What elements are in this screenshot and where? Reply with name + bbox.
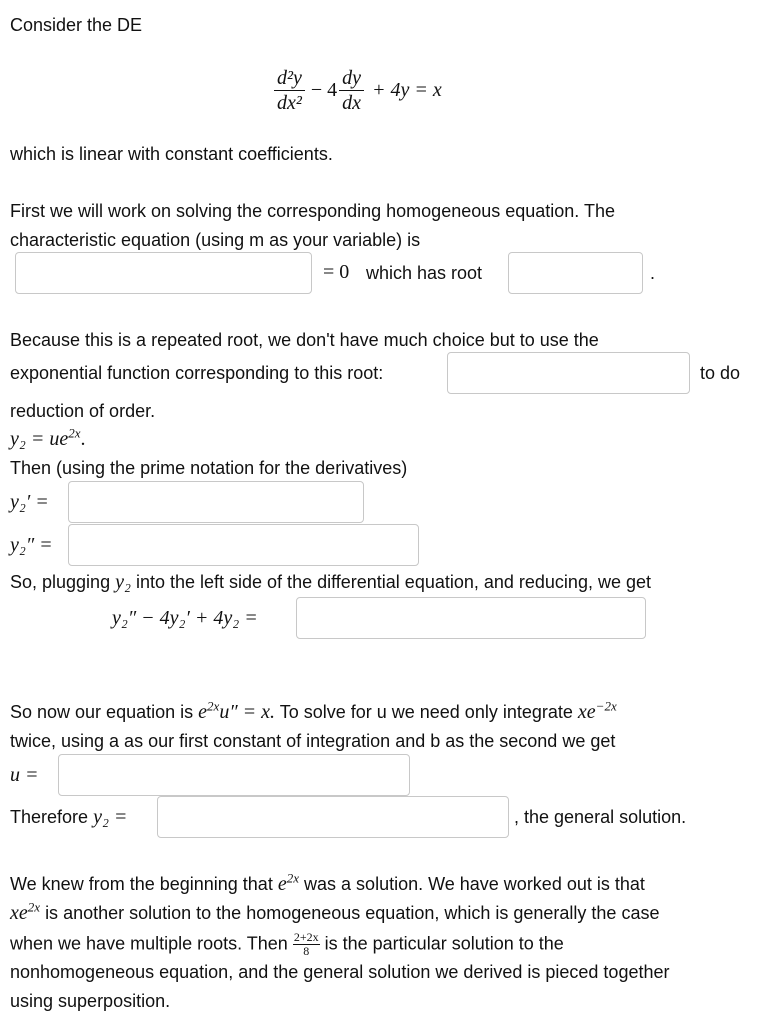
exponential-function-input[interactable] — [447, 352, 690, 394]
root-input[interactable] — [508, 252, 643, 294]
characteristic-equation-input[interactable] — [15, 252, 312, 294]
dx-denominator: dx — [342, 91, 362, 114]
y2-equals-ue: y₂ = ue — [10, 428, 69, 450]
therefore-text — [10, 806, 127, 828]
now-e-exp: 2x — [207, 698, 220, 714]
dy-numerator: dy — [339, 66, 364, 91]
therefore-pre: Therefore — [10, 807, 89, 827]
now-xe — [577, 698, 617, 723]
plugging-post: into the left side of the differential equation, and reducing, we get — [135, 572, 651, 592]
now-mid: u″ = x. — [219, 701, 276, 723]
y2-exponent: 2x — [68, 425, 81, 441]
u-label: u = — [10, 764, 39, 786]
now-e — [198, 698, 276, 723]
plugging-var: y₂ — [115, 571, 131, 593]
final-line4: nonhomogeneous equation, and the general solution we derived is pieced together — [10, 962, 670, 982]
dx2-denominator: dx² — [277, 91, 302, 114]
final-l1-pre: We knew from the beginning that — [10, 874, 273, 894]
d2y-dx2-fraction — [274, 66, 305, 115]
u-input[interactable] — [58, 754, 410, 796]
y2-prime-input[interactable] — [68, 481, 364, 523]
now-equation-line2: twice, using a as our first constant of integration and b as the second we get — [10, 731, 616, 751]
final-l2-exp: 2x — [27, 899, 41, 915]
final-l1-e-base: e — [277, 873, 287, 895]
repeated-line3: reduction of order. — [10, 401, 156, 421]
prime-notation-text: Then (using the prime notation for the derivatives) — [10, 458, 408, 478]
now-pre: So now our equation is — [10, 702, 194, 722]
repeated-line1: Because this is a repeated root, we don't have much choice but to use the — [10, 330, 599, 350]
final-l1-exp: 2x — [286, 870, 300, 886]
particular-denominator: 8 — [303, 944, 310, 958]
plugging-pre: So, plugging — [10, 572, 111, 592]
de-display — [274, 62, 442, 118]
final-line1 — [10, 870, 645, 895]
final-l2-xe-base: xe — [10, 902, 28, 924]
y2-double-prime-input[interactable] — [68, 524, 419, 566]
dy-dx-fraction — [339, 66, 364, 115]
homog-line1: First we will work on solving the corresponding homogeneous equation. The — [10, 201, 616, 221]
final-l3-post: is the particular solution to the — [324, 933, 564, 954]
reduced-lhs: y₂″ − 4y₂′ + 4y₂ = — [112, 607, 258, 629]
minus-coefficient: − 4 — [310, 79, 338, 101]
particular-solution-fraction — [293, 931, 320, 958]
y2-double-prime-label: y₂″ = — [10, 534, 53, 556]
which-has-root-text: which has root — [366, 263, 483, 283]
intro-text: Consider the DE — [10, 15, 143, 35]
de-rest: + 4y = x — [372, 79, 442, 101]
final-line3 — [10, 931, 564, 958]
now-xe-exp: −2x — [595, 698, 617, 714]
final-l1-e — [277, 870, 300, 895]
general-solution-input[interactable] — [157, 796, 509, 838]
final-l2-xe — [10, 899, 41, 924]
final-line5: using superposition. — [10, 991, 171, 1011]
d2y-numerator: d²y — [274, 66, 305, 91]
general-solution-text: , the general solution. — [514, 807, 687, 827]
y2-prime-label: y₂′ = — [10, 491, 49, 513]
reduced-expression-input[interactable] — [296, 597, 646, 639]
now-post: To solve for u we need only integrate — [279, 702, 573, 722]
y2-dot: . — [80, 428, 86, 450]
therefore-y2: y₂ = — [93, 806, 128, 828]
y2-definition — [10, 425, 86, 450]
final-line2 — [10, 899, 660, 924]
linear-text: which is linear with constant coefficients. — [10, 144, 333, 164]
to-do-text: to do — [700, 363, 741, 383]
equals-zero: = 0 — [323, 261, 350, 283]
now-equation-line1 — [10, 698, 617, 723]
homog-line2: characteristic equation (using m as your variable) is — [10, 230, 421, 250]
period: . — [650, 263, 656, 283]
now-xe-base: xe — [577, 701, 596, 723]
final-l3-pre: when we have multiple roots. Then — [10, 933, 288, 954]
final-l1-post: was a solution. We have worked out is that — [304, 874, 645, 894]
now-e-base: e — [198, 701, 208, 723]
plugging-text — [10, 571, 651, 593]
particular-numerator: 2+2x — [293, 930, 319, 944]
repeated-line2: exponential function corresponding to this root: — [10, 363, 384, 383]
final-l2-post: is another solution to the homogeneous equation, which is generally the case — [45, 903, 660, 923]
